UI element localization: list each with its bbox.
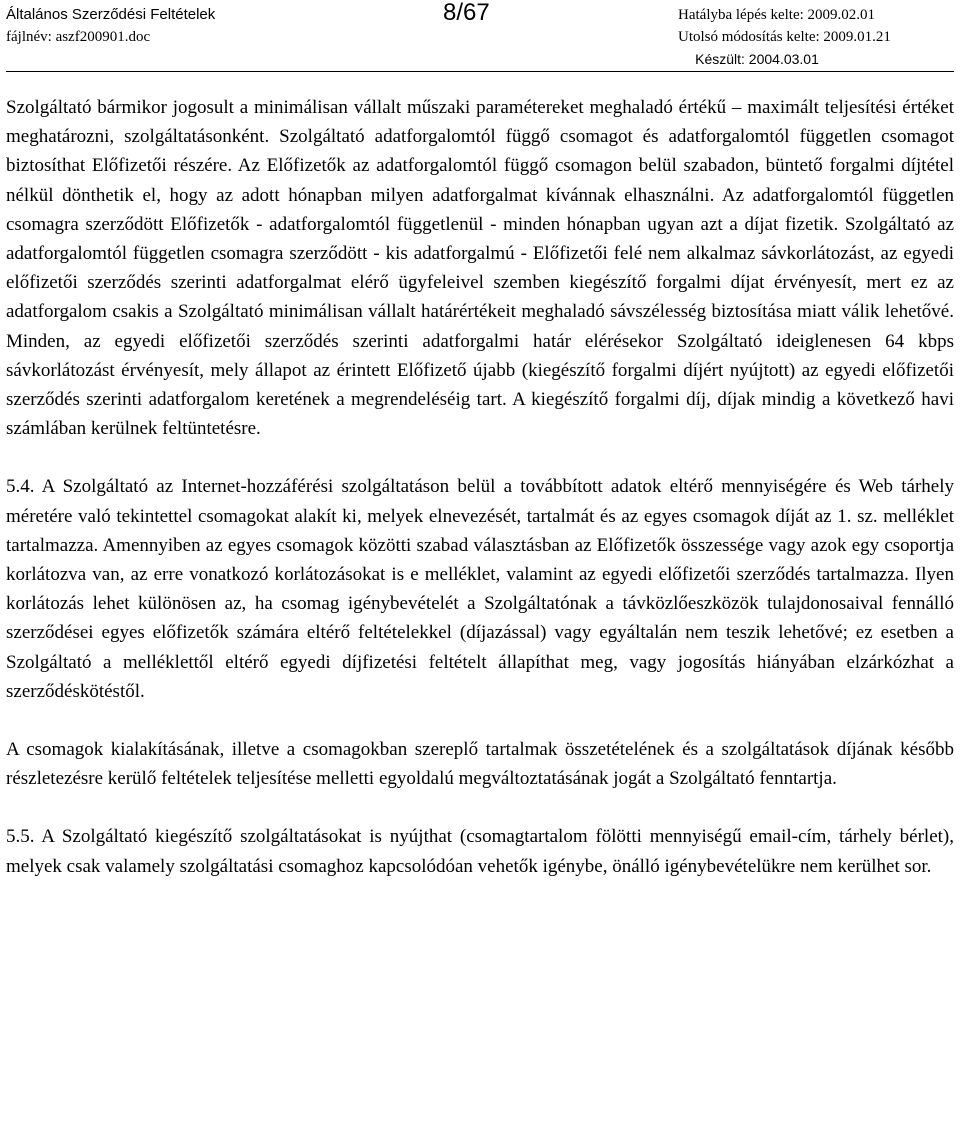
page-header — [0, 0, 960, 70]
document-body — [6, 93, 954, 881]
paragraph-gap — [6, 793, 954, 822]
file-name: fájlnév: aszf200901.doc — [6, 29, 151, 45]
header-left — [6, 4, 215, 48]
paragraph-5-5: 5.5. A Szolgáltató kiegészítő szolgáltatásokat is nyújthat (csomagtartalom fölötti mennyiségű email-cím, tárhely bérlet), melyek csak valamely szolgáltatási csomaghoz kapcsolódóan vehetők igénybe, önálló igénybevételükre nem kerülhet sor. — [6, 826, 954, 877]
last-modified-date: Utolsó módosítás kelte: 2009.01.21 — [678, 29, 891, 45]
paragraph-5-4: 5.4. A Szolgáltató az Internet-hozzáférési szolgáltatáson belül a továbbított adatok eltérő mennyiségére és Web tárhely méretére való tekintettel csomagokat alakít ki, melyek elnevezését, tartalmát és az egyes csomagok díját az 1. sz. melléklet tartalmazza. Amennyiben az egyes csomagok közötti szabad választásban az Előfizetők összessége vagy azok egy csoportja korlátozva van, az erre vonatkozó korlátozásokat is e melléklet, valamint az egyedi előfizetői szerződés tartalmazza. Ilyen korlátozás lehet különösen az, ha csomag igénybevételét a Szolgáltatónak a távközlőeszközök tulajdonosaival fennálló szerződései egyes előfizetők számára eltérő feltételekkel (díjazással) vagy egyáltalán nem teszik lehetővé; ez esetben a Szolgáltató a melléklettől eltérő egyedi díjfizetési feltételt állapíthat meg, vagy jogosítás hiányában elzárkózhat a szerződéskötéstől. — [6, 476, 954, 702]
paragraph-bandwidth-packages: Szolgáltató bármikor jogosult a minimálisan vállalt műszaki paramétereket meghaladó értékű – maximált teljesítési értéket meghatározni, szolgáltatásonként. Szolgáltató adatforgalomtól függő csomagot és adatforgalomtól független csomagot biztosíthat Előfizetői részére. Az Előfizetők az adatforgalomtól függő csomagon belül szabadon, büntető forgalmi díjtétel nélkül dönthetik el, hogy az adott hónapban milyen adatforgalmat kívánnak elhasználni. Az adatforgalomtól független csomagra szerződött Előfizetők - adatforgalomtól függetlenül - minden hónapban ugyan azt a díjat fizetik. Szolgáltató az adatforgalomtól független csomagra szerződött - kis adatforgalmú - Előfizetői felé nem alkalmaz sávkorlátozást, az egyedi előfizetői szerződés szerinti adatforgalmat elérő ügyfeleivel szemben kiegészítő forgalmi díjat érvényesít, mert ez az adatforgalom csakis a Szolgáltató minimálisan vállalt határértékeit meghaladó sávszélesség biztosítása miatt válik lehetővé. Minden, az egyedi előfizetői szerződés szerinti adatforgalmi határ elérésekor Szolgáltató ideiglenesen 64 kbps sávkorlátozást érvényesít, mely állapot az érintett Előfizető újabb (kiegészítő forgalmi díjért nyújtott) az egyedi előfizetői szerződés szerinti adatforgalom keretének a megrendeléséig tart. A kiegészítő forgalmi díj, díjak mindig a következő havi számlában kerülnek feltüntetésre. — [6, 97, 954, 440]
effective-date: Hatályba lépés kelte: 2009.02.01 — [678, 7, 876, 23]
page-number: 8/67 — [443, 0, 490, 26]
paragraph-gap — [6, 443, 954, 472]
paragraph-gap — [6, 706, 954, 735]
header-divider — [6, 71, 954, 72]
paragraph-package-changes: A csomagok kialakításának, illetve a csomagokban szereplő tartalmak összetételének és a szolgáltatások díjának később részletezésre kerülő feltételek teljesítése melletti egyoldalú megváltoztatásának jogát a Szolgáltató fenntartja. — [6, 739, 954, 790]
created-date: Készült: 2004.03.01 — [695, 51, 819, 67]
document-title: Általános Szerződési Feltételek — [6, 6, 216, 23]
header-right — [678, 4, 891, 70]
